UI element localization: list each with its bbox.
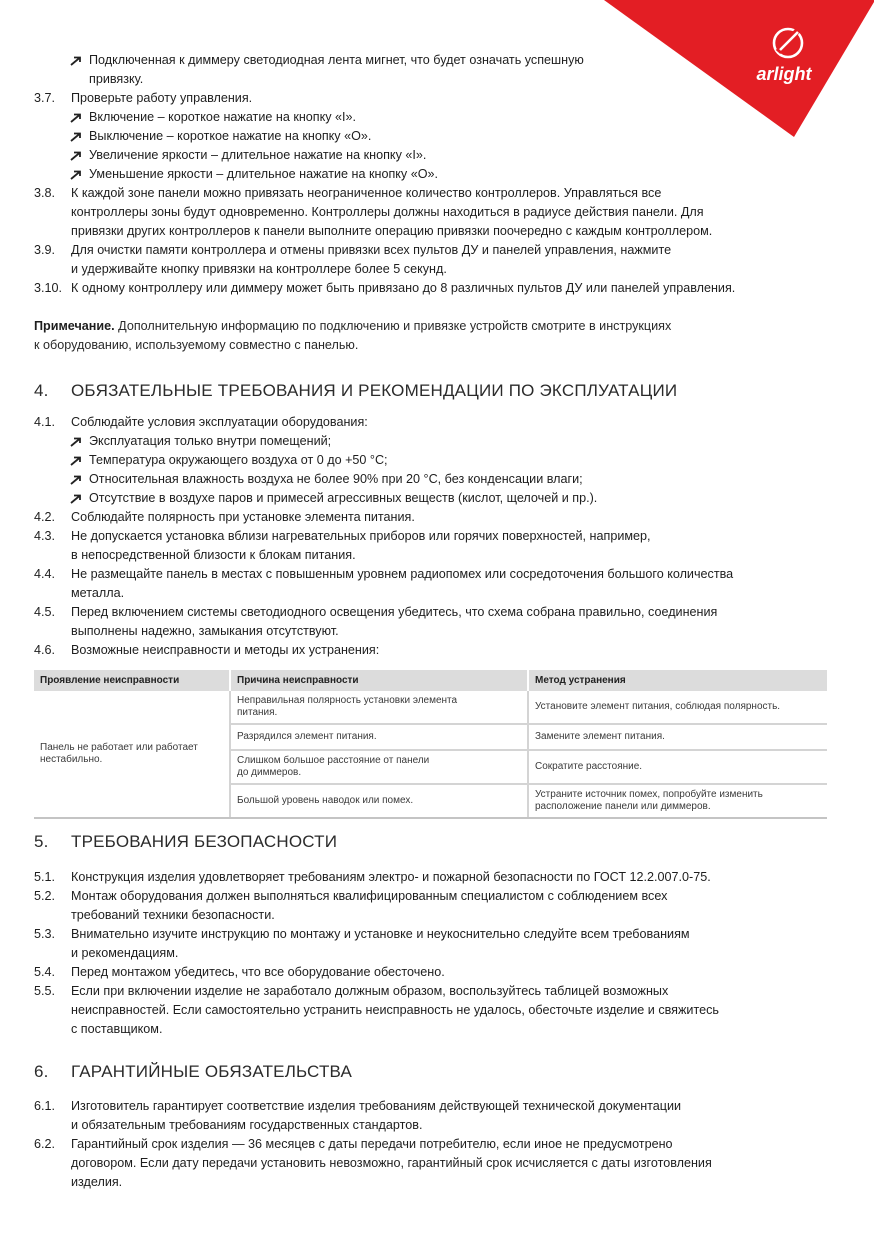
arrow-bullet-icon <box>70 437 82 447</box>
item-text: Перед монтажом убедитесь, что все оборудование обесточено. <box>71 965 445 979</box>
section-heading-4 <box>34 380 834 402</box>
item-number: 4.2. <box>34 510 56 524</box>
item-number: 6.1. <box>34 1099 56 1113</box>
item-text: Проверьте работу управления. <box>71 91 253 105</box>
item-number: 3.7. <box>34 91 56 105</box>
bullet-text: Эксплуатация только внутри помещений; <box>89 434 332 448</box>
item-number: 5.4. <box>34 965 56 979</box>
item-text: Изготовитель гарантирует соответствие изделия требованиям действующей технической документации <box>71 1099 682 1113</box>
section-title: ГАРАНТИЙНЫЕ ОБЯЗАТЕЛЬСТВА <box>71 1062 353 1081</box>
bullet-text: Увеличение яркости – длительное нажатие на кнопку «I». <box>89 148 427 162</box>
item-number: 3.9. <box>34 243 56 257</box>
item-continuation: изделия. <box>71 1175 123 1189</box>
document-body <box>34 51 834 1192</box>
item-continuation: и удерживайте кнопку привязки на контроллере более 5 секунд. <box>71 262 447 276</box>
fix-cell: Замените элемент питания. <box>528 724 827 750</box>
arrow-bullet-icon <box>70 494 82 504</box>
item-number: 3.10. <box>34 281 63 295</box>
section-heading-6 <box>34 1061 834 1083</box>
note-paragraph <box>34 317 834 336</box>
item-continuation: требований техники безопасности. <box>71 908 275 922</box>
item-4-4 <box>34 565 834 584</box>
item-continuation: с поставщиком. <box>71 1022 163 1036</box>
table-row <box>34 691 827 724</box>
fix-cell: Установите элемент питания, соблюдая полярность. <box>528 691 827 724</box>
bullet-text: Подключенная к диммеру светодиодная лента мигнет, что будет означать успешную <box>89 53 584 67</box>
note-continuation: к оборудованию, используемому совместно с панелью. <box>34 338 359 352</box>
item-number: 4.1. <box>34 415 56 429</box>
item-text: Если при включении изделие не заработало должным образом, воспользуйтесь таблицей возможных <box>71 984 669 998</box>
item-number: 5.5. <box>34 984 56 998</box>
item-4-5 <box>34 603 834 622</box>
cause-cell: Большой уровень наводок или помех. <box>230 784 528 818</box>
item-text: Конструкция изделия удовлетворяет требованиям электро- и пожарной безопасности по ГОСТ 12.2.007.0-75. <box>71 870 711 884</box>
item-text: Не размещайте панель в местах с повышенным уровнем радиопомех или сосредоточения большого количества <box>71 567 734 581</box>
bullet-item <box>34 127 834 146</box>
item-continuation: контроллеры зоны будут одновременно. Контроллеры должны находиться в радиусе действия панели. Для <box>71 205 704 219</box>
item-number: 4.5. <box>34 605 56 619</box>
cause-cell: Слишком большое расстояние от панели до диммеров. <box>230 750 528 784</box>
item-text: Для очистки памяти контроллера и отмены привязки всех пультов ДУ и панелей управления, нажмите <box>71 243 672 257</box>
section-number: 6. <box>34 1062 49 1081</box>
section-title: ТРЕБОВАНИЯ БЕЗОПАСНОСТИ <box>71 832 338 851</box>
item-number: 5.2. <box>34 889 56 903</box>
item-number: 5.1. <box>34 870 56 884</box>
item-text: Перед включением системы светодиодного освещения убедитесь, что схема собрана правильно, соединения <box>71 605 718 619</box>
item-text: Соблюдайте условия эксплуатации оборудования: <box>71 415 368 429</box>
note-label: Примечание. <box>34 319 115 333</box>
item-continuation: в непосредственной близости к блокам питания. <box>71 548 356 562</box>
column-header: Метод устранения <box>528 670 827 691</box>
cause-cell: Неправильная полярность установки элемента питания. <box>230 691 528 724</box>
item-3-10 <box>34 279 834 298</box>
bullet-text: Уменьшение яркости – длительное нажатие на кнопку «O». <box>89 167 439 181</box>
svg-text:arlight: arlight <box>756 64 812 84</box>
fix-cell: Сократите расстояние. <box>528 750 827 784</box>
cause-cell: Разрядился элемент питания. <box>230 724 528 750</box>
item-number: 4.4. <box>34 567 56 581</box>
item-text: Соблюдайте полярность при установке элемента питания. <box>71 510 415 524</box>
bullet-item <box>34 51 834 70</box>
bullet-text: Относительная влажность воздуха не более 90% при 20 °C, без конденсации влаги; <box>89 472 583 486</box>
item-number: 6.2. <box>34 1137 56 1151</box>
item-continuation: выполнены надежно, замыкания отсутствуют. <box>71 624 339 638</box>
arrow-bullet-icon <box>70 170 82 180</box>
bullet-text: Выключение – короткое нажатие на кнопку «O». <box>89 129 372 143</box>
bullet-item <box>34 146 834 165</box>
section-number: 4. <box>34 381 49 400</box>
bullet-item <box>34 451 834 470</box>
item-4-2 <box>34 508 834 527</box>
column-header: Проявление неисправности <box>34 670 230 691</box>
item-continuation: металла. <box>71 586 125 600</box>
arrow-bullet-icon <box>70 475 82 485</box>
bullet-text: Включение – короткое нажатие на кнопку «I». <box>89 110 357 124</box>
arrow-bullet-icon <box>70 151 82 161</box>
item-text: Возможные неисправности и методы их устранения: <box>71 643 380 657</box>
item-continuation: привязки других контроллеров к панели выполните операцию привязки поочередно с каждым контроллером. <box>71 224 713 238</box>
symptom-cell: Панель не работает или работает нестабильно. <box>34 691 230 818</box>
bullet-item <box>34 165 834 184</box>
section-heading-5 <box>34 831 834 853</box>
section-number: 5. <box>34 832 49 851</box>
bullet-item <box>34 489 834 508</box>
item-3-7 <box>34 89 834 108</box>
item-4-6 <box>34 641 834 660</box>
item-3-9 <box>34 241 834 260</box>
bullet-continuation: привязку. <box>89 72 144 86</box>
item-5-2 <box>34 887 834 906</box>
item-6-1 <box>34 1097 834 1116</box>
bullet-item <box>34 432 834 451</box>
item-6-2 <box>34 1135 834 1154</box>
arrow-bullet-icon <box>70 56 82 66</box>
item-number: 4.6. <box>34 643 56 657</box>
item-number: 5.3. <box>34 927 56 941</box>
item-text: Гарантийный срок изделия — 36 месяцев с даты передачи потребителю, если иное не предусмотрено <box>71 1137 673 1151</box>
item-5-5 <box>34 982 834 1001</box>
item-text: Монтаж оборудования должен выполняться квалифицированным специалистом с соблюдением всех <box>71 889 668 903</box>
section-title: ОБЯЗАТЕЛЬНЫЕ ТРЕБОВАНИЯ И РЕКОМЕНДАЦИИ ПО ЭКСПЛУАТАЦИИ <box>71 381 678 400</box>
item-3-8 <box>34 184 834 203</box>
item-4-1 <box>34 413 834 432</box>
item-continuation: договором. Если дату передачи установить невозможно, гарантийный срок исчисляется с даты изготовления <box>71 1156 712 1170</box>
bullet-text: Отсутствие в воздухе паров и примесей агрессивных веществ (кислот, щелочей и пр.). <box>89 491 598 505</box>
note-text: Дополнительную информацию по подключению и привязке устройств смотрите в инструкциях <box>114 319 672 333</box>
item-4-3 <box>34 527 834 546</box>
table-header-row <box>34 670 827 691</box>
item-text: Внимательно изучите инструкцию по монтажу и установке и неукоснительно следуйте всем требованиям <box>71 927 690 941</box>
arrow-bullet-icon <box>70 456 82 466</box>
item-number: 4.3. <box>34 529 56 543</box>
item-continuation: и рекомендациям. <box>71 946 179 960</box>
bullet-item <box>34 470 834 489</box>
item-text: К каждой зоне панели можно привязать неограниченное количество контроллеров. Управляться все <box>71 186 662 200</box>
bullet-text: Температура окружающего воздуха от 0 до +50 °C; <box>89 453 388 467</box>
bullet-item <box>34 108 834 127</box>
item-5-3 <box>34 925 834 944</box>
item-text: Не допускается установка вблизи нагревательных приборов или горячих поверхностей, например, <box>71 529 651 543</box>
arrow-bullet-icon <box>70 132 82 142</box>
item-5-1 <box>34 868 834 887</box>
item-text: К одному контроллеру или диммеру может быть привязано до 8 различных пультов ДУ или панелей управления. <box>71 281 736 295</box>
item-continuation: неисправностей. Если самостоятельно устранить неисправность не удалось, обесточьте изделие и свяжитесь <box>71 1003 719 1017</box>
column-header: Причина неисправности <box>230 670 528 691</box>
troubleshooting-table <box>34 670 827 819</box>
fix-cell: Устраните источник помех, попробуйте изменить расположение панели или диммеров. <box>528 784 827 818</box>
item-5-4 <box>34 963 834 982</box>
item-continuation: и обязательным требованиям государственных стандартов. <box>71 1118 423 1132</box>
arrow-bullet-icon <box>70 113 82 123</box>
item-number: 3.8. <box>34 186 56 200</box>
